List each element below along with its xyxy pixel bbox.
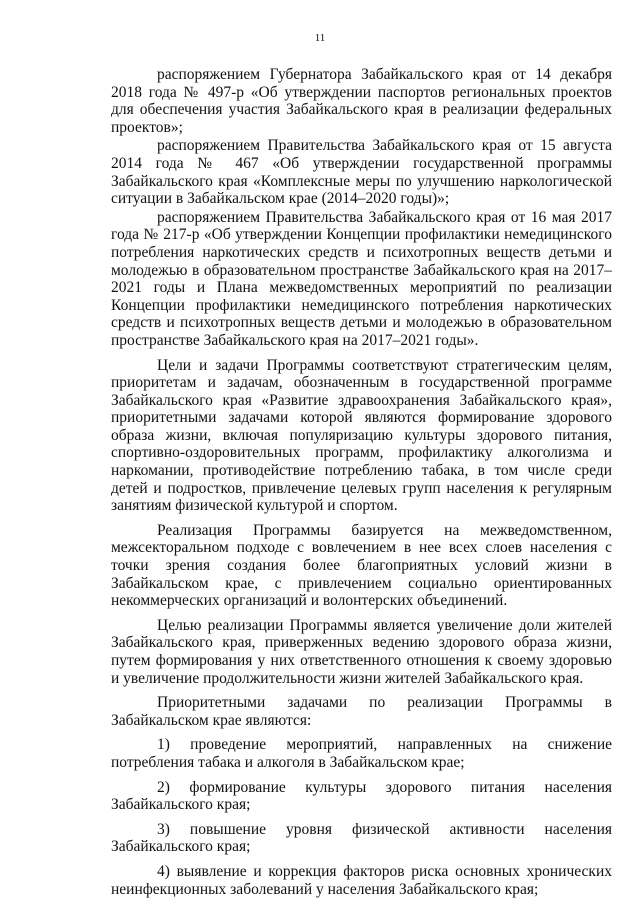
paragraph-implementation: Реализация Программы базируется на межведомственном, межсекторальном подходе с вовлечением в нее всех слоев населения с точки зрения создания более благоприятных условий жизни в Забайкальском крае, с привлечением социально ориентированных некоммерческих организаций и волонтерских объединений.: [111, 521, 612, 610]
paragraph-goals-objectives: Цели и задачи Программы соответствуют стратегическим целям, приоритетам и задачам, обозначенным в государственной программе Забайкальского края «Развитие здравоохранения Забайкальского края», приоритетными задачами которой являются формирование здорового образа жизни, включая популяризацию культуры здорового питания, спортивно-оздоровительных программ, профилактику алкоголизма и наркомании, противодействие потреблению табака, в том числе среди детей и подростков, привлечение целевых групп населения к регулярным занятиям физической культурой и спортом.: [111, 356, 612, 515]
list-item-task-2: 2) формирование культуры здорового питания населения Забайкальского края;: [111, 778, 612, 814]
list-item-task-4: 4) выявление и коррекция факторов риска основных хронических неинфекционных заболеваний у населения Забайкальского края;: [111, 862, 612, 898]
document-body: [111, 66, 612, 905]
page-number: 11: [314, 32, 326, 44]
paragraph-priority-tasks-intro: Приоритетными задачами по реализации Программы в Забайкальском крае являются:: [111, 694, 612, 729]
paragraph-decree-467: распоряжением Правительства Забайкальского края от 15 августа 2014 года № 467 «Об утверждении государственной программы Забайкальского края «Комплексные меры по улучшению наркологической ситуации в Забайкальском крае (2014–2020 годы)»;: [111, 137, 612, 208]
list-item-task-1: 1) проведение мероприятий, направленных на снижение потребления табака и алкоголя в Забайкальском крае;: [111, 736, 612, 771]
list-item-task-3: 3) повышение уровня физической активности населения Забайкальского края;: [111, 820, 612, 856]
paragraph-decree-217: распоряжением Правительства Забайкальского края от 16 мая 2017 года № 217-р «Об утверждении Концепции профилактики немедицинского потребления наркотических средств и психотропных веществ детьми и молодежью в образовательном пространстве Забайкальского края на 2017–2021 годы и Плана межведомственных мероприятий по реализации Концепции профилактики немедицинского потребления наркотических средств и психотропных веществ детьми и молодежью в образовательном пространстве Забайкальского края на 2017–2021 годы».: [111, 208, 612, 349]
paragraph-program-aim: Целью реализации Программы является увеличение доли жителей Забайкальского края, приверженных ведению здорового образа жизни, путем формирования у них ответственного отношения к своему здоровью и увеличение продолжительности жизни жителей Забайкальского края.: [111, 616, 612, 687]
paragraph-decree-governor: распоряжением Губернатора Забайкальского края от 14 декабря 2018 года № 497-р «Об утверждении паспортов региональных проектов для обеспечения участия Забайкальского края в реализации федеральных проектов»;: [111, 66, 612, 136]
